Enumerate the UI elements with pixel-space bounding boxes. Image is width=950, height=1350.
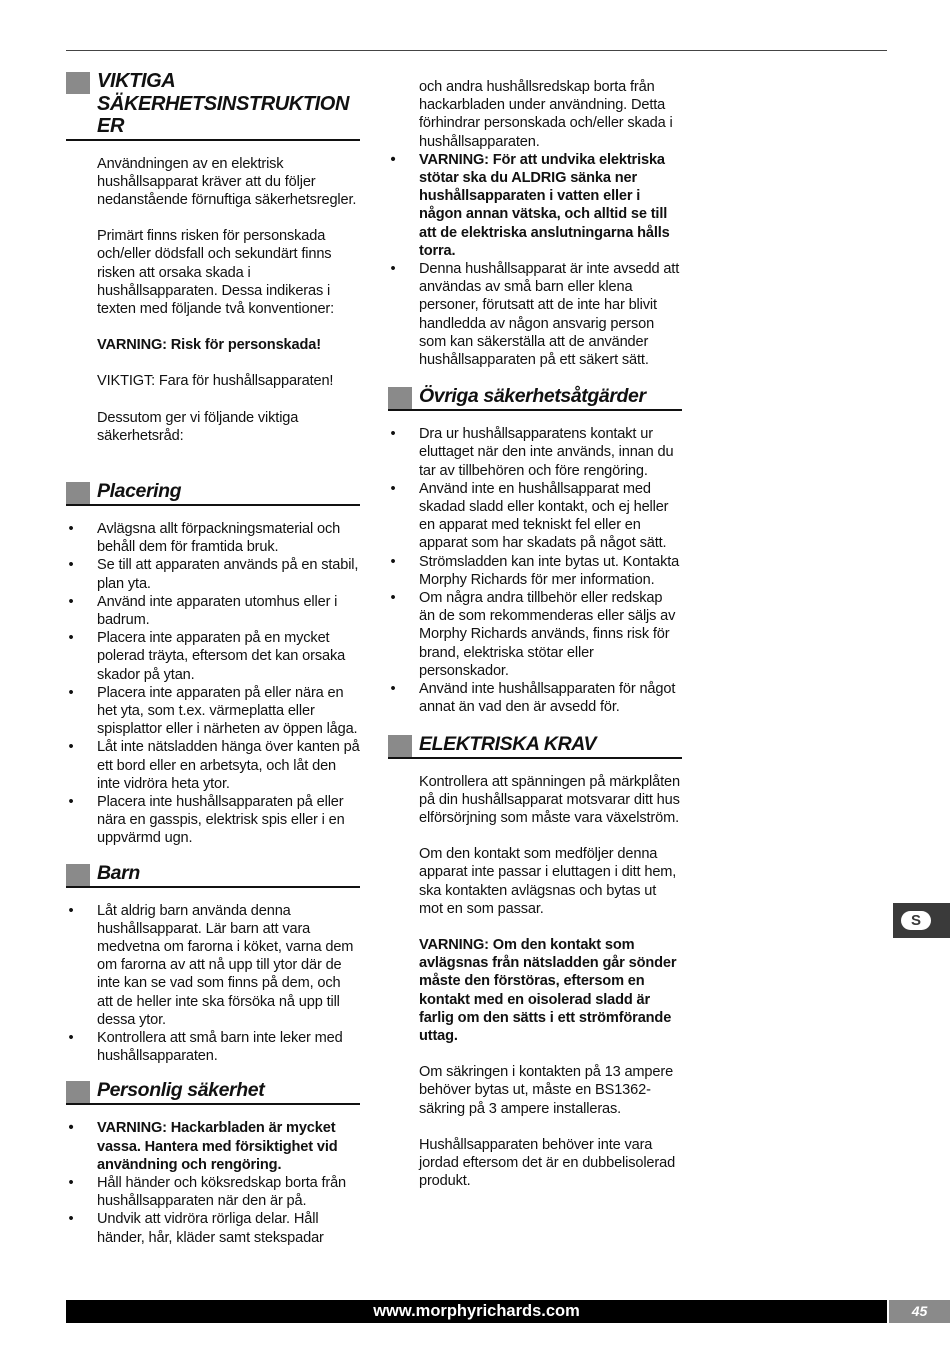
list-item: • Se till att apparaten används på en stabil, plan yta. [66, 556, 360, 592]
list-item: • Strömsladden kan inte bytas ut. Kontakta Morphy Richards för mer information. [388, 553, 682, 589]
list-item: • Placera inte apparaten på en mycket polerad träyta, eftersom det kan orsaka skador på ytan. [66, 629, 360, 684]
important-convention: VIKTIGT: Fara för hushållsapparaten! [97, 373, 334, 390]
list-item: • Håll händer och köksredskap borta från hushållsapparaten när den är på. [66, 1174, 360, 1210]
list-item: • Placera inte apparaten på eller nära en het yta, som t.ex. värmeplatta eller spisplattor eller i närheten av öppen låga. [66, 684, 360, 739]
paragraph: Dessutom ger vi följande viktiga säkerhetsråd: [97, 409, 299, 444]
personal-safety-list [66, 1119, 360, 1246]
paragraph: Hushållsapparaten behöver inte vara jordad eftersom det är en dubbelisolerad produkt. [419, 1136, 676, 1190]
heading-electrical [388, 733, 682, 759]
heading-placement [66, 480, 360, 506]
bullet-icon: • [68, 1120, 74, 1137]
continued-list [388, 151, 682, 369]
list-item: • Använd inte apparaten utomhus eller i badrum. [66, 593, 360, 629]
heading-title: ELEKTRISKA KRAV [419, 732, 597, 755]
placement-list [66, 520, 360, 848]
list-item: • Kontrollera att små barn inte leker med hushållsapparaten. [66, 1029, 360, 1065]
bullet-icon: • [68, 630, 74, 647]
bullet-icon: • [68, 520, 74, 537]
bullet-icon: • [68, 1211, 74, 1228]
bullet-icon: • [68, 1030, 74, 1047]
bullet-icon: • [390, 151, 396, 168]
bullet-icon: • [390, 426, 396, 443]
bullet-icon: • [68, 557, 74, 574]
heading-personal-safety [66, 1079, 360, 1105]
other-safety-list [388, 425, 682, 716]
list-item: • VARNING: För att undvika elektriska stötar ska du ALDRIG sänka ner hushållsapparaten i vatten eller i någon annan vätska, och alltid se till att de elektriska anslutningarna hålls torra. [388, 151, 682, 260]
heading-title: Personlig säkerhet [97, 1079, 265, 1102]
language-tab [893, 903, 950, 938]
heading-safety-instructions [66, 70, 360, 141]
page-number-box [889, 1300, 950, 1323]
children-list [66, 902, 360, 1066]
list-item: • Dra ur hushållsapparatens kontakt ur eluttaget när den inte används, innan du tar av tillbehören och före rengöring. [388, 425, 682, 480]
heading-children [66, 862, 360, 888]
list-item: • Placera inte hushållsapparaten på eller nära en gasspis, elektrisk spis eller i en uppvärmd ugn. [66, 793, 360, 848]
heading-square-icon [388, 387, 412, 409]
left-column [66, 70, 360, 1263]
continued-text: och andra hushållsredskap borta från hackarbladen under användning. Detta förhindrar personskada och/eller skada i hushållsapparaten. [419, 79, 673, 150]
list-item: • Använd inte hushållsapparaten för något annat än vad den är avsedd för. [388, 680, 682, 716]
language-letter: S [910, 912, 921, 929]
paragraph: Kontrollera att spänningen på märkplåten på din hushållsapparat motsvarar ditt hus elförsörjning som måste vara växelström. [419, 773, 680, 826]
bullet-icon: • [68, 593, 74, 610]
bullet-icon: • [390, 681, 396, 698]
bullet-icon: • [68, 793, 74, 810]
heading-square-icon [66, 864, 90, 886]
heading-square-icon [66, 482, 90, 504]
paragraph: Primärt finns risken för personskada och/eller dödsfall och sekundärt finns risken att orsaka skada i hushållsapparaten. Dessa indikeras i texten med följande två konventioner: [97, 228, 335, 317]
language-pill [901, 911, 931, 930]
list-item: • Låt inte nätsladden hänga över kanten på ett bord eller en arbetsyta, och låt den inte vidröra heta ytor. [66, 738, 360, 793]
bullet-icon: • [390, 553, 396, 570]
paragraph: Om den kontakt som medföljer denna apparat inte passar i eluttagen i ditt hem, ska kontakten avlägsnas och bytas ut mot en som passar. [419, 846, 677, 917]
top-rule [66, 50, 887, 51]
footer-bar [66, 1300, 887, 1323]
bullet-icon: • [390, 480, 396, 497]
heading-square-icon [66, 72, 90, 94]
bullet-icon: • [68, 684, 74, 701]
list-item: • Om några andra tillbehör eller redskap än de som rekommenderas eller säljs av Morphy Richards används, finns risk för brand, elektriska stötar eller personskador. [388, 589, 682, 680]
list-item: • VARNING: Hackarbladen är mycket vassa. Hantera med försiktighet vid användning och rengöring. [66, 1119, 360, 1174]
page-number: 45 [911, 1303, 928, 1319]
right-column [388, 78, 682, 1208]
paragraph: Om säkringen i kontakten på 13 ampere behöver bytas ut, måste en BS1362-säkring på 3 ampere installeras. [419, 1064, 674, 1117]
warning-paragraph: VARNING: Om den kontakt som avlägsnas från nätsladden går sönder måste den förstöras, eftersom en kontakt med en oisolerad sladd är farlig om den sätts i ett strömförande uttag. [419, 936, 677, 1044]
heading-other-safety [388, 385, 682, 411]
heading-title: Placering [97, 479, 182, 502]
list-item: • Avlägsna allt förpackningsmaterial och behåll dem för framtida bruk. [66, 520, 360, 556]
paragraph: Användningen av en elektrisk hushållsapparat kräver att du följer nedanstående förnuftiga säkerhetsregler. [97, 155, 357, 208]
bullet-icon: • [68, 902, 74, 919]
heading-square-icon [388, 735, 412, 757]
heading-square-icon [66, 1081, 90, 1103]
warning-convention: VARNING: Risk för personskada! [97, 337, 321, 354]
bullet-icon: • [68, 739, 74, 756]
bullet-icon: • [390, 590, 396, 607]
list-item: • Låt aldrig barn använda denna hushållsapparat. Lär barn att vara medvetna om farorna i köket, varna dem om farorna av att nå upp till ytor där de inte kan se vad som finns på dem, och att de heller inte ska försöka nå upp till dessa ytor. [66, 902, 360, 1029]
heading-title: Övriga säkerhetsåtgärder [419, 385, 646, 408]
bullet-icon: • [390, 261, 396, 278]
list-item: • Använd inte en hushållsapparat med skadad sladd eller kontakt, och ej heller en apparat med tekniskt fel eller en apparat som har skadats på något sätt. [388, 480, 682, 553]
heading-title: VIKTIGA SÄKERHETSINSTRUKTION ER [97, 70, 350, 137]
website-url: www.morphyrichards.com [373, 1302, 580, 1320]
bullet-icon: • [68, 1175, 74, 1192]
heading-title: Barn [97, 861, 140, 884]
list-item: • Undvik att vidröra rörliga delar. Håll händer, hår, kläder samt stekspadar [66, 1210, 360, 1246]
list-item: • Denna hushållsapparat är inte avsedd att användas av små barn eller klena personer, förutsatt att de inte har blivit handledda av någon ansvarig person som kan säkerställa att de använder hushållsapparaten på ett säkert sätt. [388, 260, 682, 369]
